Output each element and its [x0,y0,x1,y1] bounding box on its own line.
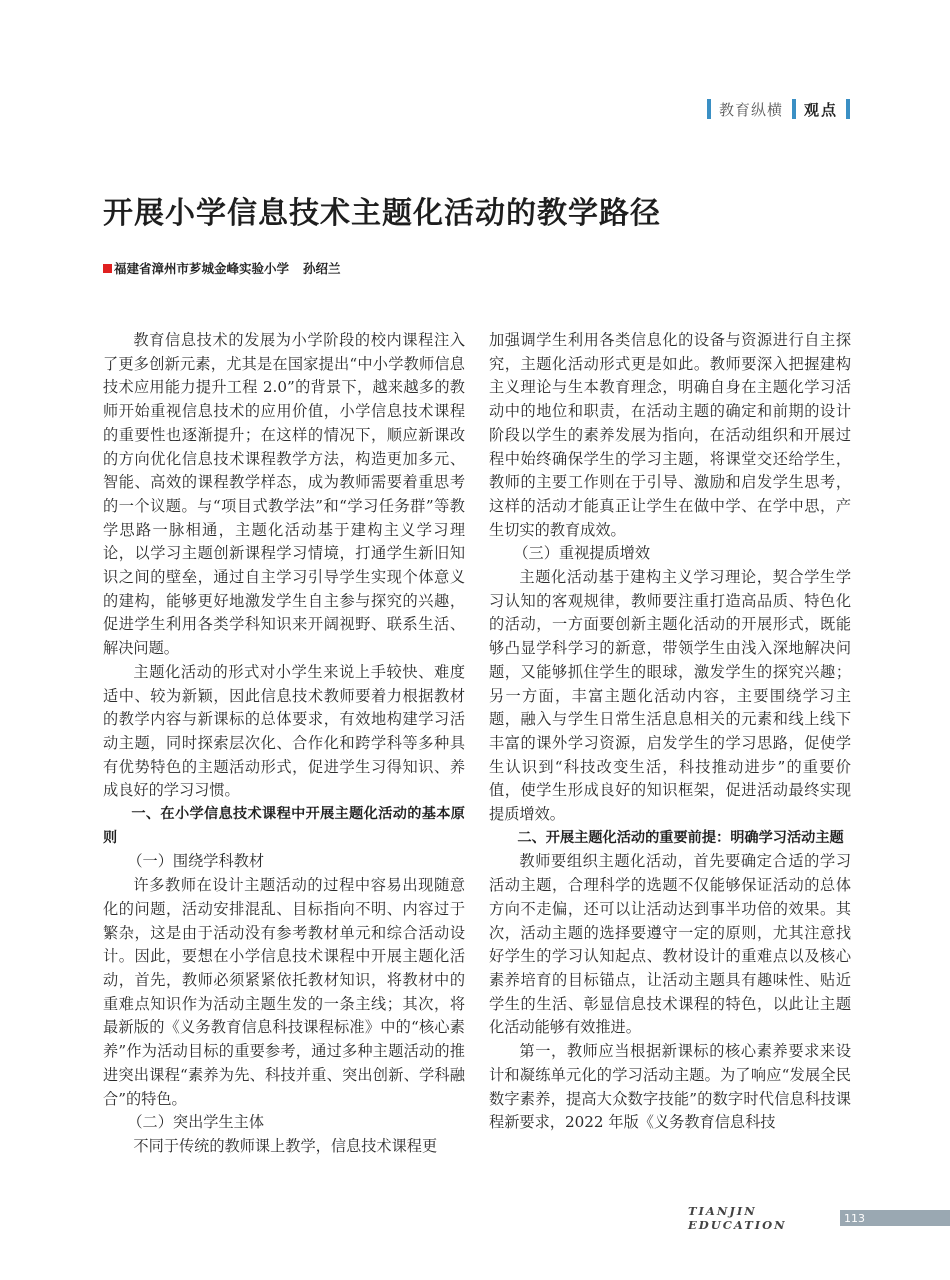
left-column [103,329,465,1159]
author-name: 孙绍兰 [303,261,341,276]
paragraph: 教师要组织主题化活动，首先要确定合适的学习活动主题，合理科学的选题不仅能够保证活动的总体方向不走偏，还可以让活动达到事半功倍的效果。其次，活动主题的选择要遵守一定的原则，尤其注意找好学生的学习认知起点、教材设计的重难点以及核心素养培育的目标锚点，让活动主题具有趣味性、贴近学生的生活、彰显信息技术课程的特色，以此让主题化活动能够有效推进。 [489,852,851,1037]
paragraph: 教育信息技术的发展为小学阶段的校内课程注入了更多创新元素，尤其是在国家提出“中小学教师信息技术应用能力提升工程 2.0”的背景下，越来越多的教师开始重视信息技术的应用价值，小学信息技术课程的重要性也逐渐提升；在这样的情况下，顺应新课改的方向优化信息技术课程教学方法，构造更加多元、智能、高效的课程教学样态，成为教师需要着重思考的一个议题。与“项目式教学法”和“学习任务群”等教学思路一脉相通，主题化活动基于建构主义学习理论，以学习主题创新课程学习情境，打通学生新旧知识之间的壁垒，通过自主学习引导学生实现个体意义的建构，能够更好地激发学生自主参与探究的兴趣，促进学生利用各类学科知识来开阔视野、联系生活、解决问题。 [103,331,465,658]
running-header [707,98,850,120]
subsection-heading: （一）围绕学科教材 [127,852,264,871]
section-heading: 二、开展主题化活动的重要前提：明确学习活动主题 [517,829,844,846]
author-affiliation: 福建省漳州市芗城金峰实验小学 [114,261,290,276]
red-square-icon [103,264,112,273]
page-number-bar [840,1210,950,1226]
header-section: 教育纵横 [718,100,783,119]
paragraph: 第一，教师应当根据新课标的核心素养要求来设计和凝练单元化的学习活动主题。为了响应“发展全民数字素养，提高大众数字技能”的数字时代信息科技课程新要求，2022 年版《义务教育信息科技 [489,1042,851,1132]
header-bar-left [707,99,711,119]
paragraph: 加强调学生利用各类信息化的设备与资源进行自主探究，主题化活动形式更是如此。教师要深入把握建构主义理论与生本教育理念，明确自身在主题化学习活动中的地位和职责，在活动主题的确定和前期的设计阶段以学生的素养发展为指向，在活动组织和开展过程中始终确保学生的学习主题，将课堂交还给学生，教师的主要工作则在于引导、激励和启发学生思考，这样的活动才能真正让学生在做中学、在学中思，产生切实的教育成效。 [489,331,851,539]
paragraph: 主题化活动的形式对小学生来说上手较快、难度适中、较为新颖，因此信息技术教师要着力根据教材的教学内容与新课标的总体要求，有效地构建学习活动主题，同时探索层次化、合作化和跨学科等多种具有优势特色的主题活动形式，促进学生习得知识、养成良好的学习习惯。 [103,662,465,800]
subsection-heading: （二）突出学生主体 [127,1113,264,1132]
journal-name: TIANJIN EDUCATION [688,1204,787,1232]
subsection-heading: （三）重视提质增效 [513,544,650,563]
header-bar-mid [792,99,796,119]
article-title: 开展小学信息技术主题化活动的教学路径 [103,196,661,231]
author-line [103,259,341,277]
section-heading: 一、在小学信息技术课程中开展主题化活动的基本原则 [103,806,465,846]
header-bar-right [846,99,850,119]
paragraph: 不同于传统的教师课上教学，信息技术课程更 [133,1136,438,1155]
paragraph: 许多教师在设计主题活动的过程中容易出现随意化的问题，活动安排混乱、目标指向不明、内容过于繁杂，这是由于活动没有参考教材单元和综合活动设计。因此，要想在小学信息技术课程中开展主题化活动，首先，教师必须紧紧依托教材知识，将教材中的重难点知识作为活动主题生发的一条主线；其次，将最新版的《义务教育信息科技课程标准》中的“核心素养”作为活动目标的重要参考，通过多种主题活动的推进突出课程“素养为先、科技并重、突出创新、学科融合”的特色。 [103,876,465,1108]
right-column [489,329,851,1135]
paragraph: 主题化活动基于建构主义学习理论，契合学生学习认知的客观规律，教师要注重打造高品质、特色化的活动，一方面要创新主题化活动的开展形式，既能够凸显学科学习的新意，带领学生由浅入深地解决问题，又能够抓住学生的眼球，激发学生的探究兴趣；另一方面，丰富主题化活动内容，主要围绕学习主题，融入与学生日常生活息息相关的元素和线上线下丰富的课外学习资源，启发学生的学习思路，促使学生认识到“科技改变生活，科技推动进步”的重要价值，使学生形成良好的知识框架，促进活动最终实现提质增效。 [489,568,851,824]
header-column: 观点 [803,100,838,119]
page-footer [680,1204,950,1232]
page-number: 113 [844,1211,865,1225]
